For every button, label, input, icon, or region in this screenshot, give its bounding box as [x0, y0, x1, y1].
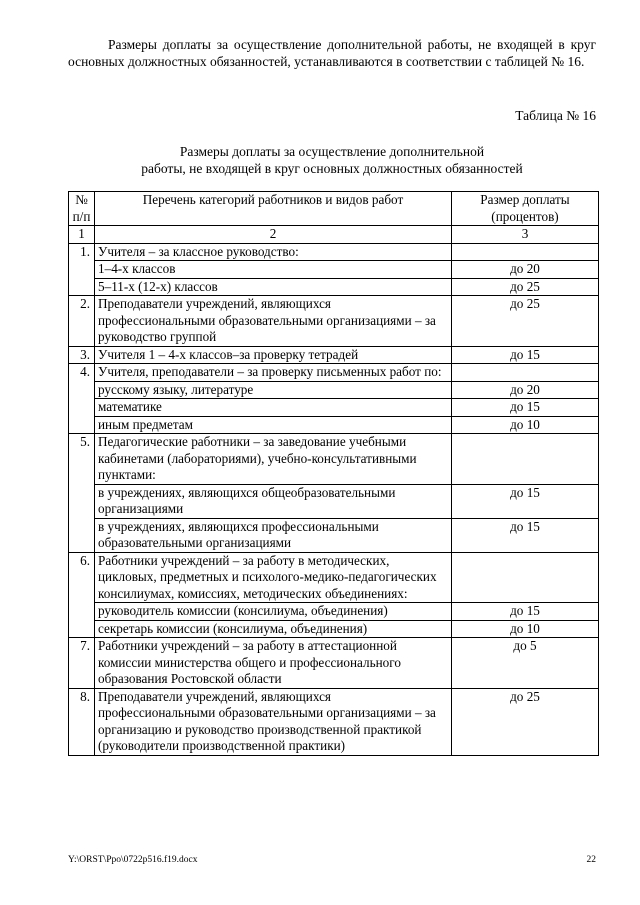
row-value: [452, 552, 599, 603]
row-value: до 15: [452, 484, 599, 518]
row-value: [452, 243, 599, 261]
table-row: [69, 603, 599, 621]
row-category: математике: [95, 399, 452, 417]
table-row: [69, 638, 599, 689]
row-category: 5–11-х (12-х) классов: [95, 278, 452, 296]
column-number-row: [69, 226, 599, 244]
header-size: Размер доплаты (процентов): [452, 192, 599, 226]
header-num: № п/п: [69, 192, 95, 226]
table-row: [69, 296, 599, 347]
row-category: русскому языку, литературе: [95, 381, 452, 399]
table-row: [69, 620, 599, 638]
page-number: 22: [586, 855, 596, 865]
table-row: [69, 416, 599, 434]
row-value: до 15: [452, 399, 599, 417]
row-category: Педагогические работники – за заведование учебными кабинетами (лабораториями), учебно-консультативными пунктами:: [95, 434, 452, 485]
row-value: до 20: [452, 261, 599, 279]
table-row: [69, 484, 599, 518]
row-category: Работники учреждений – за работу в аттестационной комиссии министерства общего и профессионального образования Ростовской области: [95, 638, 452, 689]
row-value: до 15: [452, 346, 599, 364]
row-value: [452, 364, 599, 382]
row-value: до 25: [452, 296, 599, 347]
row-number: 7.: [69, 638, 95, 689]
table-row: [69, 346, 599, 364]
caption-line-1: Размеры доплаты за осуществление дополнительной: [179, 144, 485, 159]
row-value: до 15: [452, 518, 599, 552]
row-category: секретарь комиссии (консилиума, объединения): [95, 620, 452, 638]
row-value: [452, 434, 599, 485]
row-category: в учреждениях, являющихся профессиональными образовательными организациями: [95, 518, 452, 552]
row-category: руководитель комиссии (консилиума, объединения): [95, 603, 452, 621]
row-category: Учителя, преподаватели – за проверку письменных работ по:: [95, 364, 452, 382]
table-row: [69, 261, 599, 279]
row-value: до 20: [452, 381, 599, 399]
column-number: 2: [95, 226, 452, 244]
row-value: до 25: [452, 278, 599, 296]
row-category: Учителя 1 – 4-х классов–за проверку тетрадей: [95, 346, 452, 364]
table-row: [69, 518, 599, 552]
table-row: [69, 278, 599, 296]
table-number: Таблица № 16: [515, 108, 596, 123]
row-number: 4.: [69, 364, 95, 434]
row-category: Преподаватели учреждений, являющихся профессиональными образовательными организациями – за руководство группой: [95, 296, 452, 347]
table-caption: [68, 143, 596, 177]
row-number: 8.: [69, 688, 95, 755]
table-row: [69, 434, 599, 485]
row-number: 5.: [69, 434, 95, 553]
column-number: 1: [69, 226, 95, 244]
row-value: до 10: [452, 620, 599, 638]
table-row: [69, 381, 599, 399]
row-value: до 25: [452, 688, 599, 755]
row-category: иным предметам: [95, 416, 452, 434]
footer-file-path: Y:\ORST\Ppo\0722p516.f19.docx: [68, 855, 198, 865]
row-category: Учителя – за классное руководство:: [95, 243, 452, 261]
row-category: 1–4-х классов: [95, 261, 452, 279]
header-category: Перечень категорий работников и видов работ: [95, 192, 452, 226]
table-row: [69, 399, 599, 417]
row-value: до 15: [452, 603, 599, 621]
column-number: 3: [452, 226, 599, 244]
table-row: [69, 688, 599, 755]
table-row: [69, 243, 599, 261]
row-category: Преподаватели учреждений, являющихся профессиональными образовательными организациями – за организацию и руководство производственной практикой (руководители производственной практики): [95, 688, 452, 755]
row-category: Работники учреждений – за работу в методических, цикловых, предметных и психолого-медико-педагогических консилиумах, комиссиях, методических объединениях:: [95, 552, 452, 603]
row-category: в учреждениях, являющихся общеобразовательными организациями: [95, 484, 452, 518]
table-header-row: [69, 192, 599, 226]
allowance-table: [68, 191, 599, 756]
row-number: 6.: [69, 552, 95, 638]
caption-line-2: работы, не входящей в круг основных должностных обязанностей: [141, 161, 523, 176]
table-row: [69, 364, 599, 382]
row-number: 2.: [69, 296, 95, 347]
row-number: 1.: [69, 243, 95, 296]
intro-paragraph: Размеры доплаты за осуществление дополнительной работы, не входящей в круг основных должностных обязанностей, устанавливаются в соответствии с таблицей № 16.: [68, 37, 596, 69]
row-value: до 10: [452, 416, 599, 434]
row-value: до 5: [452, 638, 599, 689]
table-row: [69, 552, 599, 603]
row-number: 3.: [69, 346, 95, 364]
